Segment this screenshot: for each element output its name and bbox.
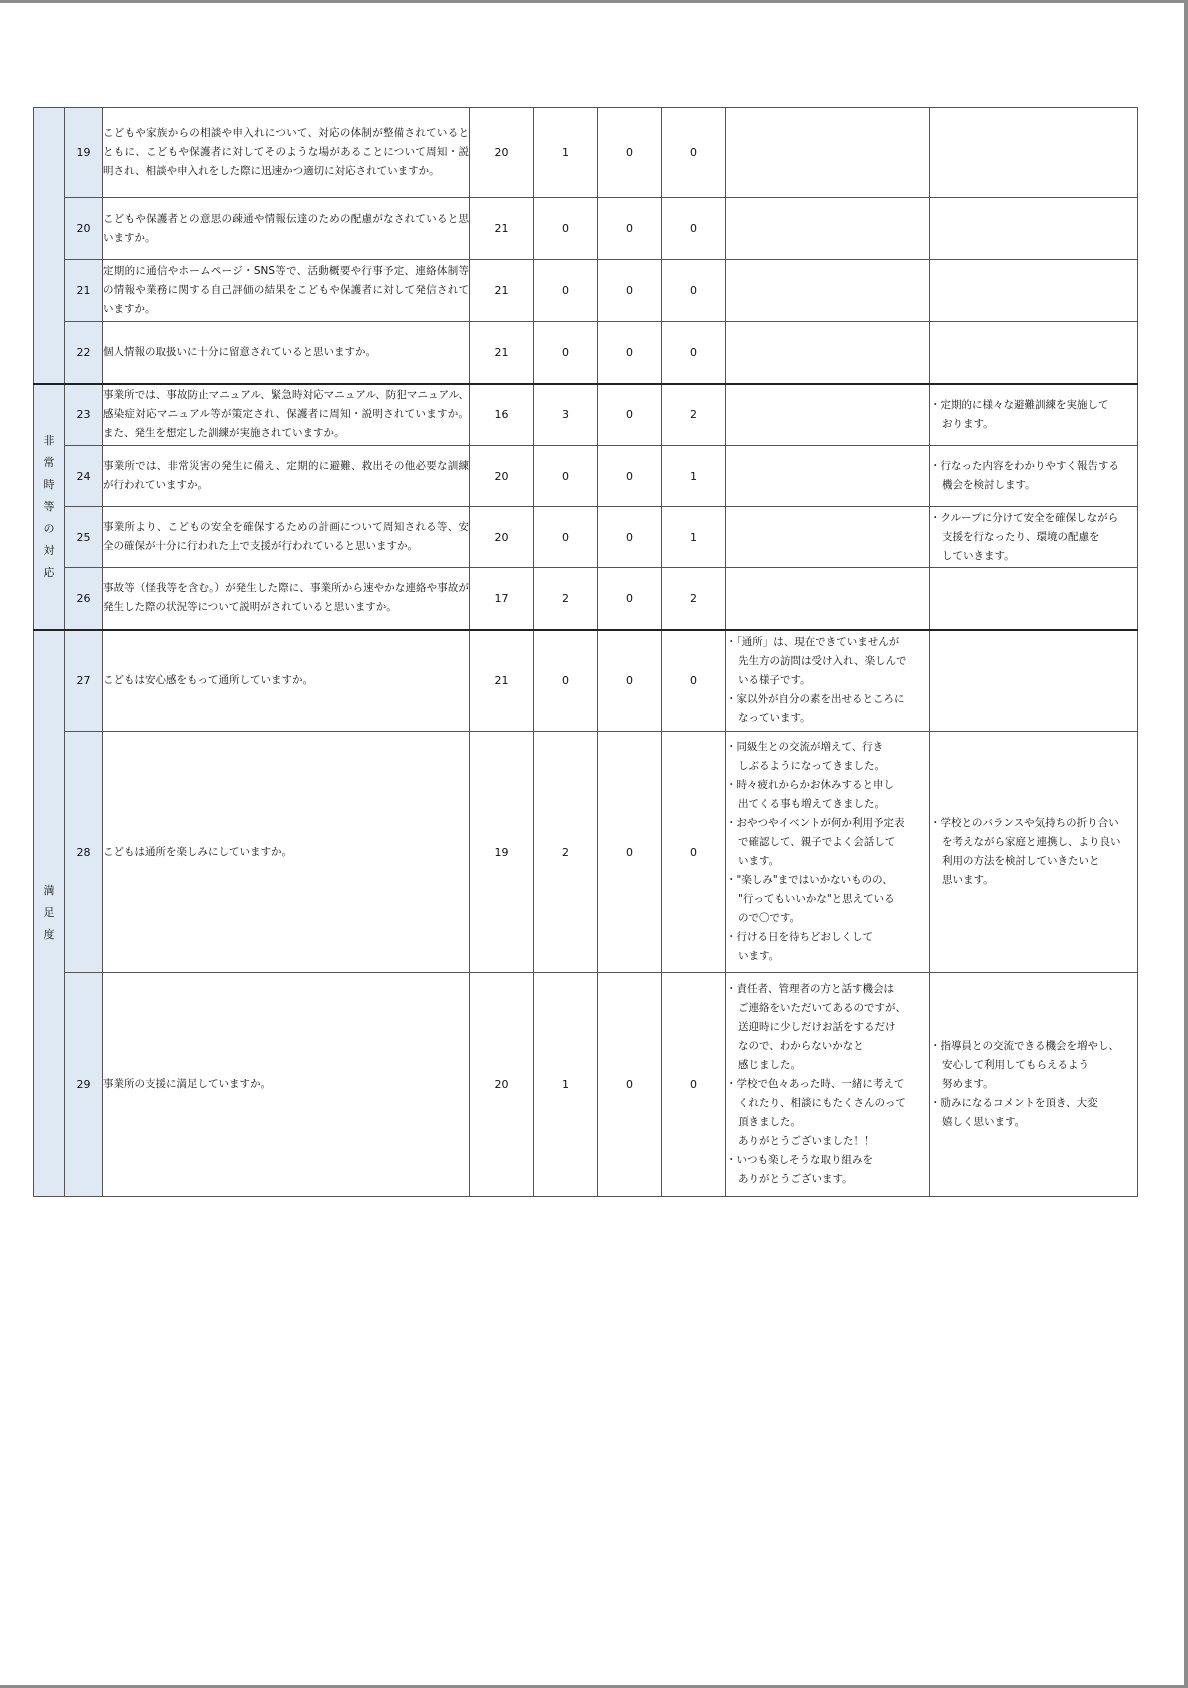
parent-comment-line: 送迎時に少しだけお話をするだけ <box>738 1021 896 1033</box>
count-unknown: 0 <box>662 198 726 260</box>
table-row <box>34 630 1138 732</box>
count-somewhat: 1 <box>534 108 598 198</box>
parent-comment-line: ありがとうございます。 <box>738 1173 853 1185</box>
facility-response-cell <box>930 732 1138 973</box>
parent-comment-cell <box>726 630 930 732</box>
facility-response-cell <box>930 630 1138 732</box>
count-no: 0 <box>598 568 662 630</box>
count-no: 0 <box>598 384 662 446</box>
facility-response-cell <box>930 973 1138 1197</box>
count-yes: 16 <box>470 384 534 446</box>
count-unknown: 2 <box>662 384 726 446</box>
question-number: 21 <box>65 260 103 322</box>
question-number: 22 <box>65 322 103 384</box>
question-number: 20 <box>65 198 103 260</box>
parent-comment-line: います。 <box>738 855 780 867</box>
parent-comment-line: 先生方の訪問は受け入れ、楽しんで <box>738 655 907 668</box>
facility-response-cell <box>930 384 1138 446</box>
parent-comment-cell <box>726 198 930 260</box>
count-unknown: 1 <box>662 507 726 568</box>
facility-response-line: ・クループに分けて安全を確保しながら <box>930 511 1119 524</box>
facility-response-cell <box>930 322 1138 384</box>
question-number: 25 <box>65 507 103 568</box>
count-somewhat: 2 <box>534 732 598 973</box>
parent-comment-line: ご連絡をいただいてあるのですが、 <box>738 1002 906 1014</box>
count-no: 0 <box>598 973 662 1197</box>
count-yes: 21 <box>470 260 534 322</box>
facility-response-line: を考えながら家庭と連携し、より良い <box>942 836 1121 848</box>
count-yes: 20 <box>470 446 534 507</box>
count-unknown: 0 <box>662 322 726 384</box>
question-number: 29 <box>65 973 103 1197</box>
facility-response-line: ・指導員との交流できる機会を増やし、 <box>930 1040 1119 1052</box>
facility-response-line: 安心して利用してもらえるよう <box>942 1059 1089 1071</box>
facility-response-line: 努めます。 <box>942 1078 994 1090</box>
count-yes: 21 <box>470 630 534 732</box>
count-yes: 21 <box>470 198 534 260</box>
question-text: 事業所より、こどもの安全を確保するための計画について周知される等、安全の確保が十分に行われた上で支援が行われていると思いますか。 <box>103 507 470 568</box>
parent-comment-cell <box>726 384 930 446</box>
table-row <box>34 322 1138 384</box>
question-text: こどもや保護者との意思の疎通や情報伝達のための配慮がなされていると思いますか。 <box>103 198 470 260</box>
facility-response-cell <box>930 198 1138 260</box>
count-somewhat: 0 <box>534 260 598 322</box>
table-row <box>34 384 1138 446</box>
facility-response-line: 思います。 <box>942 874 994 886</box>
facility-response-cell <box>930 446 1138 507</box>
parent-comment-line: しぶるようになってきました。 <box>738 760 885 772</box>
facility-response-line: 支援を行なったり、環境の配慮を <box>942 530 1100 543</box>
count-no: 0 <box>598 630 662 732</box>
parent-comment-line: ・行ける日を待ちどおしくして <box>726 931 873 943</box>
facility-response-line: 機会を検討します。 <box>942 479 1036 491</box>
question-text: 事業所では、事故防止マニュアル、緊急時対応マニュアル、防犯マニュアル、感染症対応マニュアル等が策定され、保護者に周知・説明されていますか。また、発生を想定した訓練が実施されていますか。 <box>103 384 470 446</box>
facility-response-line: ・行なった内容をわかりやすく報告する <box>930 460 1119 472</box>
question-text: こどもや家族からの相談や申入れについて、対応の体制が整備されているとともに、こどもや保護者に対してそのような場があることについて周知・説明され、相談や申入れをした際に迅速かつ適切に対応されていますか。 <box>103 108 470 198</box>
count-no: 0 <box>598 446 662 507</box>
survey-results-table <box>33 107 1138 1197</box>
parent-comment-line: で確認して、親子でよく会話して <box>738 836 896 848</box>
parent-comment-cell <box>726 973 930 1197</box>
count-yes: 21 <box>470 322 534 384</box>
parent-comment-line: ・「通所」は、現在できていませんが <box>726 636 900 649</box>
parent-comment-line: ・同級生との交流が増えて、行き <box>726 741 884 753</box>
parent-comment-cell <box>726 260 930 322</box>
question-text: こどもは安心感をもって通所していますか。 <box>103 630 470 732</box>
section-label: 満足度 <box>43 884 55 942</box>
count-unknown: 2 <box>662 568 726 630</box>
question-text: 個人情報の取扱いに十分に留意されていると思いますか。 <box>103 322 470 384</box>
count-no: 0 <box>598 198 662 260</box>
parent-comment-line: 出てくる事も増えてきました。 <box>738 798 885 810</box>
question-number: 28 <box>65 732 103 973</box>
count-somewhat: 0 <box>534 507 598 568</box>
count-somewhat: 0 <box>534 630 598 732</box>
question-number: 19 <box>65 108 103 198</box>
count-yes: 20 <box>470 507 534 568</box>
question-number: 26 <box>65 568 103 630</box>
count-yes: 17 <box>470 568 534 630</box>
count-somewhat: 0 <box>534 322 598 384</box>
facility-response-cell <box>930 568 1138 630</box>
section-label-cell <box>34 384 65 630</box>
facility-response-cell <box>930 108 1138 198</box>
count-yes: 20 <box>470 108 534 198</box>
parent-comment-line: ・家以外が自分の素を出せるところに <box>726 693 905 706</box>
parent-comment-line: ・いつも楽しそうな取り組みを <box>726 1154 873 1166</box>
facility-response-cell <box>930 507 1138 568</box>
count-yes: 19 <box>470 732 534 973</box>
count-unknown: 0 <box>662 732 726 973</box>
parent-comment-cell <box>726 108 930 198</box>
count-unknown: 0 <box>662 260 726 322</box>
count-somewhat: 1 <box>534 973 598 1197</box>
count-no: 0 <box>598 260 662 322</box>
table-row <box>34 198 1138 260</box>
facility-response-line: おります。 <box>942 417 994 430</box>
parent-comment-cell <box>726 568 930 630</box>
count-unknown: 1 <box>662 446 726 507</box>
parent-comment-line: いる様子です。 <box>738 674 811 687</box>
question-number: 27 <box>65 630 103 732</box>
parent-comment-cell <box>726 322 930 384</box>
parent-comment-line: います。 <box>738 950 780 962</box>
facility-response-line: していきます。 <box>942 549 1015 562</box>
question-text: 事業所では、非常災害の発生に備え、定期的に避難、救出その他必要な訓練が行われていますか。 <box>103 446 470 507</box>
table-row <box>34 446 1138 507</box>
table-row <box>34 507 1138 568</box>
count-somewhat: 2 <box>534 568 598 630</box>
count-somewhat: 0 <box>534 198 598 260</box>
count-unknown: 0 <box>662 630 726 732</box>
table-row <box>34 568 1138 630</box>
parent-comment-line: ・学校で色々あった時、一緒に考えて <box>726 1078 905 1090</box>
question-text: 定期的に通信やホームページ・SNS等で、活動概要や行事予定、連絡体制等の情報や業務に関する自己評価の結果をこどもや保護者に対して発信されていますか。 <box>103 260 470 322</box>
question-text: 事業所の支援に満足していますか。 <box>103 973 470 1197</box>
parent-comment-line: ので〇です。 <box>738 912 801 924</box>
facility-response-cell <box>930 260 1138 322</box>
count-somewhat: 0 <box>534 446 598 507</box>
parent-comment-line: なので、わからないかなと <box>738 1040 864 1052</box>
question-text: こどもは通所を楽しみにしていますか。 <box>103 732 470 973</box>
table-row <box>34 732 1138 973</box>
facility-response-line: ・定期的に様々な避難訓練を実施して <box>930 398 1109 411</box>
count-no: 0 <box>598 322 662 384</box>
parent-comment-line: ・時々疲れからかお休みすると申し <box>726 779 894 791</box>
count-no: 0 <box>598 732 662 973</box>
parent-comment-line: 感じました。 <box>738 1059 801 1071</box>
count-unknown: 0 <box>662 108 726 198</box>
count-no: 0 <box>598 108 662 198</box>
parent-comment-cell <box>726 507 930 568</box>
page-frame-right <box>1184 0 1188 1688</box>
facility-response-line: ・励みになるコメントを頂き、大変 <box>930 1097 1098 1109</box>
parent-comment-cell <box>726 446 930 507</box>
parent-comment-line: ありがとうございました！！ <box>738 1135 875 1147</box>
facility-response-line: 利用の方法を検討していきたいと <box>942 855 1100 867</box>
count-somewhat: 3 <box>534 384 598 446</box>
count-unknown: 0 <box>662 973 726 1197</box>
table-row <box>34 108 1138 198</box>
parent-comment-line: ・おやつやイベントが何か利用予定表 <box>726 817 905 829</box>
table-row <box>34 260 1138 322</box>
parent-comment-cell <box>726 732 930 973</box>
parent-comment-line: ・"楽しみ"まではいかないものの、 <box>726 874 893 886</box>
facility-response-line: ・学校とのバランスや気持ちの折り合い <box>930 817 1119 829</box>
count-yes: 20 <box>470 973 534 1197</box>
section-label-cell <box>34 630 65 1197</box>
question-number: 23 <box>65 384 103 446</box>
parent-comment-line: ・責任者、管理者の方と話す機会は <box>726 983 894 995</box>
facility-response-line: 嬉しく思います。 <box>942 1116 1026 1128</box>
question-text: 事故等（怪我等を含む。）が発生した際に、事業所から速やかな連絡や事故が発生した際の状況等について説明がされていると思いますか。 <box>103 568 470 630</box>
table-row <box>34 973 1138 1197</box>
parent-comment-line: 頂きました。 <box>738 1116 801 1128</box>
parent-comment-line: くれたり、相談にもたくさんのって <box>738 1097 906 1109</box>
section-label: 非常時等の対応 <box>43 433 55 579</box>
parent-comment-line: "行ってもいいかな"と思えている <box>738 893 895 905</box>
question-number: 24 <box>65 446 103 507</box>
parent-comment-line: なっています。 <box>738 712 811 725</box>
count-no: 0 <box>598 507 662 568</box>
section-label-cell <box>34 108 65 384</box>
